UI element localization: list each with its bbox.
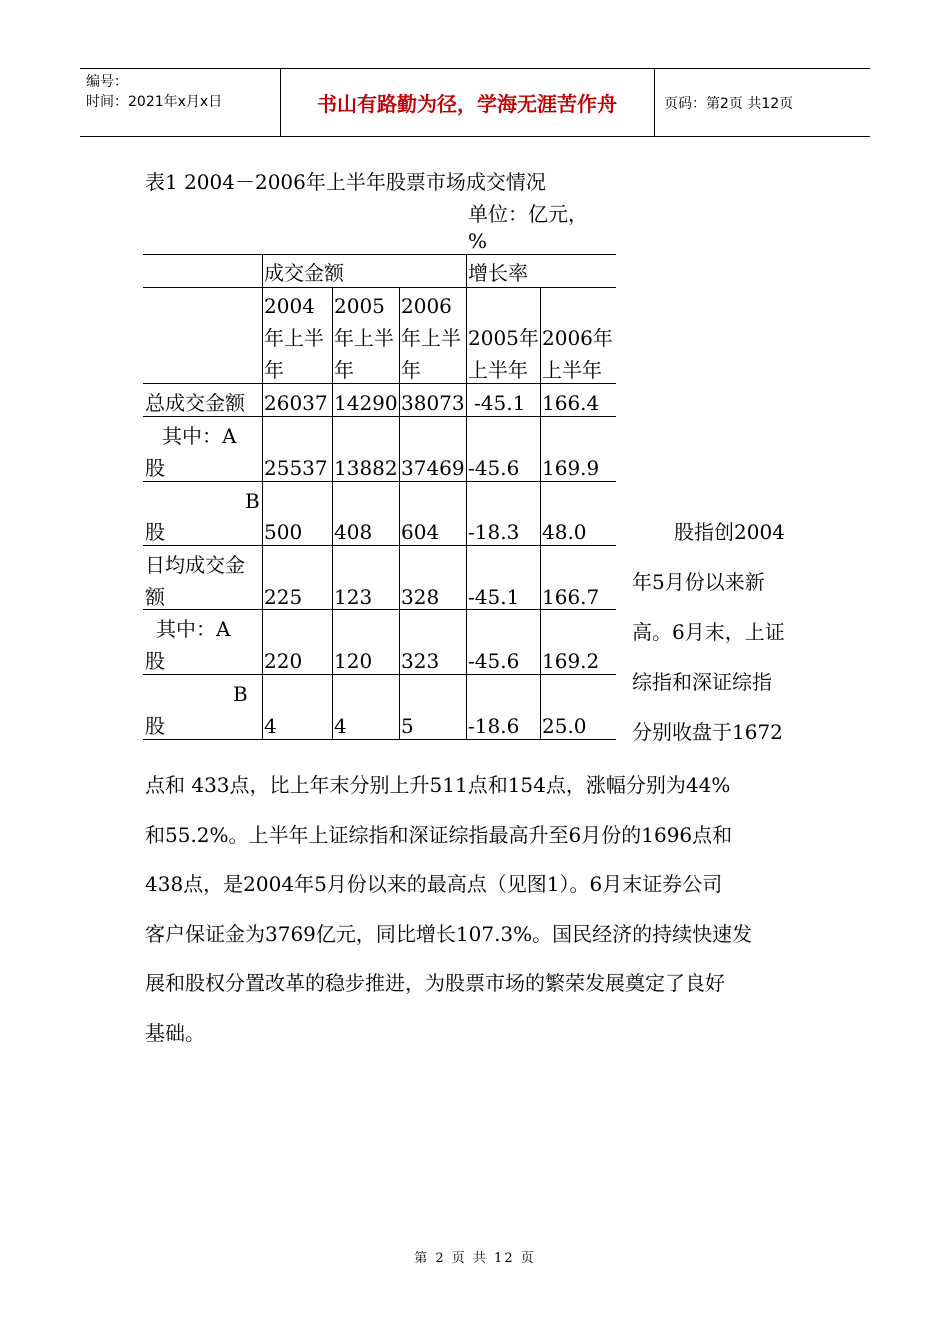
row-label-cont: 股	[145, 714, 165, 738]
table-rule	[143, 254, 616, 255]
row-label-cont: 股	[145, 520, 165, 544]
cell-growth-2005: -18.3	[468, 520, 520, 544]
row-label: 总成交金额	[145, 391, 245, 415]
table-unit-line2: %	[468, 229, 488, 253]
table-caption: 表1 2004－2006年上半年股票市场成交情况	[145, 170, 546, 194]
cell-2004: 25537	[264, 456, 328, 480]
row-label: 其中：A	[156, 617, 231, 641]
side-text-line: 股指创2004	[674, 520, 785, 544]
paragraph-line: 438点，是2004年5月份以来的最高点（见图1）。6月末证券公司	[145, 872, 723, 896]
paragraph-line: 基础。	[145, 1020, 205, 1045]
cell-growth-2005: -45.6	[468, 649, 520, 673]
cell-2004: 225	[264, 585, 303, 609]
paragraph-line: 和55.2%。上半年上证综指和深证综指最高升至6月份的1696点和	[145, 822, 733, 847]
cell-growth-2005: -45.1	[468, 585, 520, 609]
side-text-line: 综指和深证综指	[632, 670, 772, 694]
body-paragraph	[145, 761, 825, 1058]
row-label: B	[233, 682, 248, 706]
row-label: 其中：A	[162, 424, 237, 448]
cell-2005: 408	[334, 520, 373, 544]
table-col-rule	[399, 287, 400, 739]
cell-2006: 328	[401, 585, 440, 609]
cell-2004: 26037	[264, 391, 328, 415]
cell-growth-2006: 48.0	[542, 520, 587, 544]
cell-growth-2006: 169.9	[542, 456, 600, 480]
cell-growth-2005: -45.1	[474, 391, 526, 415]
group-growth-header: 增长率	[468, 261, 528, 285]
page-header	[80, 68, 870, 137]
paragraph-line: 客户保证金为3769亿元，同比增长107.3%。国民经济的持续快速发	[145, 921, 753, 946]
side-text-line: 高。6月末，上证	[632, 620, 785, 644]
table-col-rule	[262, 254, 263, 739]
paragraph-line: 展和股权分置改革的稳步推进，为股票市场的繁荣发展奠定了良好	[145, 971, 725, 995]
page-footer: 第 2 页 共 12 页	[414, 1251, 536, 1266]
side-text-line: 分别收盘于1672	[632, 720, 783, 744]
cell-2005: 123	[334, 585, 373, 609]
cell-2006: 37469	[401, 456, 465, 480]
cell-growth-2005: -18.6	[468, 714, 520, 738]
row-label-cont: 股	[145, 649, 165, 673]
cell-2004: 4	[264, 714, 277, 738]
cell-2006: 323	[401, 649, 440, 673]
row-label-cont: 额	[145, 585, 165, 609]
header-divider	[654, 69, 655, 136]
side-text-line: 年5月份以来新	[632, 570, 765, 594]
cell-2006: 604	[401, 520, 440, 544]
header-meta	[80, 69, 280, 136]
cell-growth-2006: 166.7	[542, 585, 600, 609]
col-header-2004: 2004 年上半 年	[264, 294, 324, 382]
header-page-info: 页码：第2页 共12页	[664, 95, 794, 112]
col-header-growth-2005: 2005年 上半年	[468, 326, 539, 382]
cell-2004: 220	[264, 649, 303, 673]
serial-label: 编号：	[86, 74, 128, 90]
table-col-rule	[332, 287, 333, 739]
col-header-2006: 2006 年上半 年	[401, 294, 461, 382]
cell-2005: 4	[334, 714, 347, 738]
table-col-rule	[540, 287, 541, 739]
cell-growth-2006: 166.4	[542, 391, 600, 415]
row-label-cont: 股	[145, 456, 165, 480]
col-header-2005: 2005 年上半 年	[334, 294, 394, 382]
cell-growth-2006: 169.2	[542, 649, 600, 673]
header-motto: 书山有路勤为径，学海无涯苦作舟	[317, 92, 617, 116]
table-rule	[143, 287, 616, 288]
cell-2004: 500	[264, 520, 303, 544]
cell-growth-2006: 25.0	[542, 714, 587, 738]
cell-growth-2005: -45.6	[468, 456, 520, 480]
row-label: B	[245, 489, 260, 513]
table-unit-line1: 单位：亿元，	[468, 202, 588, 226]
cell-2006: 5	[401, 714, 414, 738]
date-label: 时间：2021年x月x日	[86, 94, 223, 110]
cell-2005: 120	[334, 649, 373, 673]
cell-2006: 38073	[401, 391, 465, 415]
col-header-growth-2006: 2006年 上半年	[542, 326, 613, 382]
paragraph-line: 点和 433点，比上年末分别上升511点和154点，涨幅分别为44%	[145, 773, 731, 797]
cell-2005: 14290	[334, 391, 398, 415]
table-col-rule	[466, 254, 467, 739]
group-amount-header: 成交金额	[264, 261, 344, 285]
row-label: 日均成交金	[145, 553, 245, 577]
cell-2005: 13882	[334, 456, 398, 480]
